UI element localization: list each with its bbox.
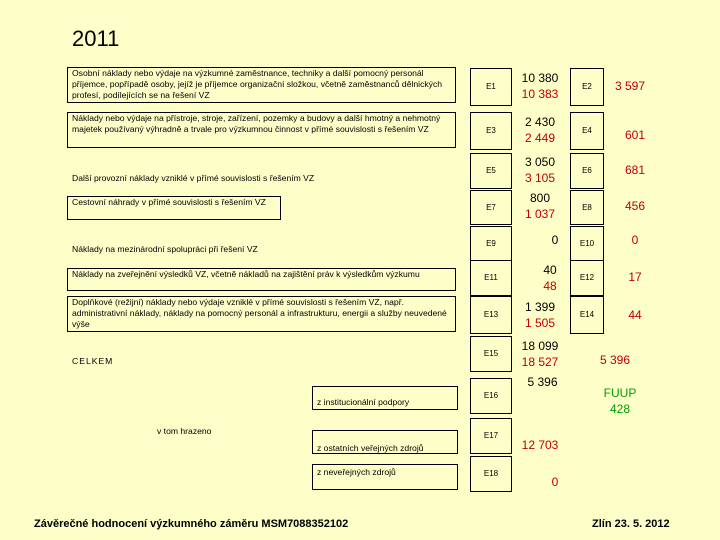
row-4-value-3: 456 [624, 199, 646, 213]
row-7-description: Doplňkové (režijní) náklady nebo výdaje vzniklé v přímé souvislosti s řešením VZ, např. administrativní náklady, náklady na pomocný personál a infrastrukturu, energii a služby neuvedené výše [67, 296, 456, 332]
fuup-note-label: FUUP [603, 386, 637, 400]
row-2-value-1: 2 430 [524, 115, 556, 129]
code-e14: E14 [570, 296, 604, 334]
row-6-description: Náklady na zveřejnění výsledků VZ, včetně nákladů na zajištění práv k výsledkům výzkumu [67, 268, 456, 291]
code-e10: E10 [570, 226, 604, 262]
funding-nonpublic-label: z neveřejných zdrojů [312, 464, 458, 490]
row-7-value-2: 1 505 [524, 316, 556, 330]
code-e6: E6 [570, 153, 604, 189]
code-e9: E9 [470, 226, 512, 262]
row-6-value-1: 40 [543, 263, 557, 277]
code-e1: E1 [470, 68, 512, 106]
row-3-value-2: 3 105 [524, 171, 556, 185]
row-3-description: Další provozní náklady vzniklé v přímé souvislosti s řešením VZ [72, 173, 315, 183]
code-e17: E17 [470, 418, 512, 454]
row-5-value-3: 0 [631, 233, 639, 247]
page-title: 2011 [72, 26, 120, 51]
code-e2: E2 [570, 68, 604, 106]
fuup-note [590, 385, 650, 417]
row-5-description: Náklady na mezinárodní spolupráci při řešení VZ [72, 244, 258, 254]
row-2-value-3: 601 [624, 128, 646, 142]
code-e16: E16 [470, 378, 512, 414]
row-1-value-3: 3 597 [614, 79, 646, 93]
code-e7: E7 [470, 190, 512, 225]
total-value-2: 18 527 [521, 355, 559, 369]
funding-nonpublic-value: 0 [551, 475, 559, 489]
fuup-note-value: 428 [609, 402, 631, 416]
total-value-1: 18 099 [521, 339, 559, 353]
row-2-description: Náklady nebo výdaje na přístroje, stroje, zařízení, pozemky a budovy a další hmotný a nehmotný majetek používaný výhradně a trvale pro výzkumnou činnost v přímé souvislosti s řešením VZ [67, 112, 456, 148]
row-4-value-2: 1 037 [524, 207, 556, 221]
row-4-value-1: 800 [529, 191, 551, 205]
row-4-description: Cestovní náhrady v přímé souvislosti s řešením VZ [67, 196, 281, 220]
row-6-value-2: 48 [543, 279, 557, 293]
funding-group-label: v tom hrazeno [157, 426, 212, 436]
row-3-values [515, 154, 565, 186]
footer-right: Zlín 23. 5. 2012 [592, 518, 670, 530]
funding-institutional-value: 5 396 [527, 375, 558, 389]
code-e18: E18 [470, 456, 512, 492]
funding-institutional-label: z institucionální podpory [312, 386, 458, 410]
row-5-value-1: 0 [551, 233, 559, 247]
total-value-3: 5 396 [599, 353, 631, 367]
row-1-description: Osobní náklady nebo výdaje na výzkumné zaměstnance, techniky a další pomocný personál příjemce, popřípadě osoby, jejíž je příjemce organizační složkou, včetně zaměstnanců dělnických profesí, podílejících se na řešení VZ [67, 67, 456, 103]
total-values [510, 338, 570, 370]
row-3-value-1: 3 050 [524, 155, 556, 169]
row-2-value-2: 2 449 [524, 131, 556, 145]
code-e11: E11 [470, 260, 512, 296]
row-3-value-3: 681 [624, 163, 646, 177]
row-7-value-1: 1 399 [524, 300, 556, 314]
code-e4: E4 [570, 112, 604, 150]
code-e3: E3 [470, 112, 512, 150]
row-6-value-3: 17 [628, 270, 642, 284]
code-e8: E8 [570, 190, 604, 225]
row-2-values [515, 114, 565, 146]
row-4-values [515, 190, 565, 222]
footer-left: Závěrečné hodnocení výzkumného záměru MSM7088352102 [34, 518, 349, 530]
row-1-value-2: 10 383 [521, 87, 559, 101]
funding-public-value: 12 703 [521, 438, 559, 452]
row-1-value-1: 10 380 [521, 71, 559, 85]
code-e13: E13 [470, 296, 512, 334]
row-7-values [515, 299, 565, 331]
row-7-value-3: 44 [628, 308, 642, 322]
row-6-values [525, 262, 575, 294]
code-e12: E12 [570, 260, 604, 296]
row-1-values [515, 70, 565, 102]
code-e5: E5 [470, 153, 512, 189]
total-label: CELKEM [72, 356, 114, 366]
funding-public-label: z ostatních veřejných zdrojů [312, 430, 458, 454]
code-e15: E15 [470, 336, 512, 372]
